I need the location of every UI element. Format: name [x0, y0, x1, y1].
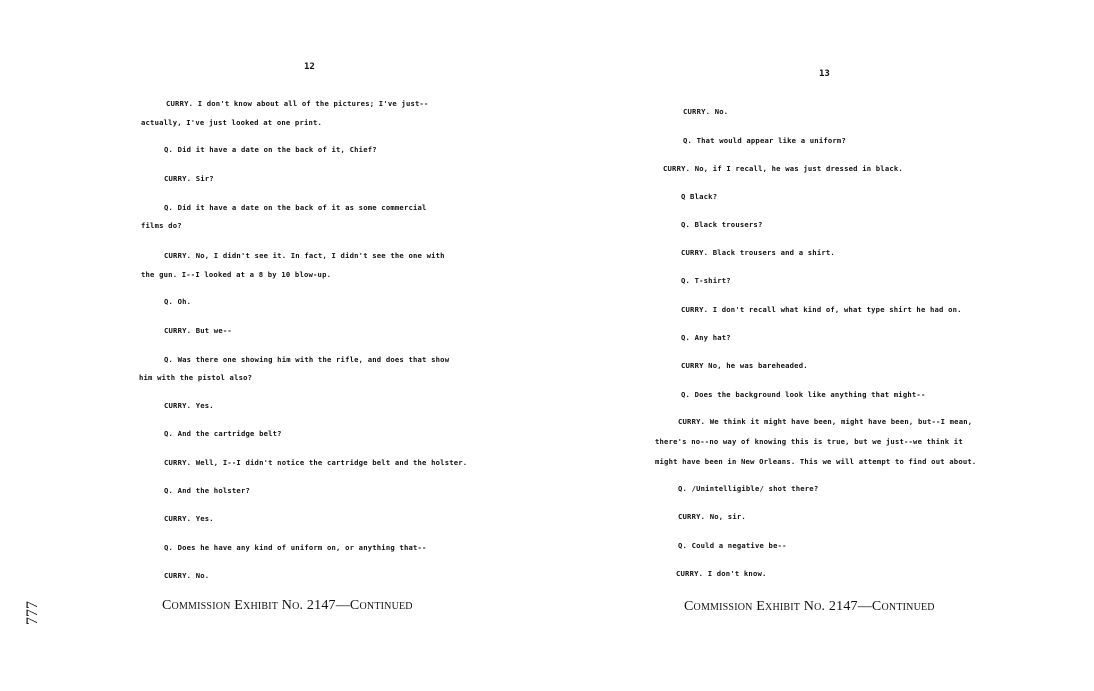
transcript-line: Q. Oh.	[164, 297, 192, 306]
page-number-right: 13	[819, 69, 830, 79]
transcript-line: Q. Does the background look like anything that might--	[681, 390, 926, 399]
transcript-line: CURRY. Yes.	[164, 514, 214, 523]
transcript-line: CURRY. Black trousers and a shirt.	[681, 248, 835, 257]
transcript-line: Q. /Unintelligible/ shot there?	[678, 484, 819, 493]
transcript-line: there's no--no way of knowing this is true, but we just--we think it	[655, 437, 963, 446]
transcript-line: CURRY. No, if I recall, he was just dressed in black.	[663, 164, 903, 173]
transcript-line: CURRY. No, I didn't see it. In fact, I didn't see the one with	[164, 251, 445, 260]
transcript-line: CURRY. Sir?	[164, 174, 214, 183]
transcript-line: Q. Any hat?	[681, 333, 731, 342]
transcript-line: CURRY. No.	[164, 571, 210, 580]
transcript-line: CURRY. I don't recall what kind of, what type shirt he had on.	[681, 305, 962, 314]
transcript-line: Q. Could a negative be--	[678, 541, 787, 550]
transcript-line: films do?	[141, 221, 182, 230]
transcript-line: CURRY. I don't know about all of the pictures; I've just--	[166, 99, 429, 108]
transcript-line: Q. T-shirt?	[681, 276, 731, 285]
transcript-line: CURRY. Well, I--I didn't notice the cartridge belt and the holster.	[164, 458, 468, 467]
transcript-line: Q. That would appear like a uniform?	[683, 136, 846, 145]
transcript-line: actually, I've just looked at one print.	[141, 118, 323, 127]
exhibit-caption-right: Commission Exhibit No. 2147—Continued	[684, 599, 935, 614]
transcript-line: Q. Black trousers?	[681, 220, 763, 229]
transcript-line: CURRY. No, sir.	[678, 512, 746, 521]
transcript-line: CURRY. We think it might have been, might have been, but--I mean,	[678, 417, 973, 426]
transcript-line: him with the pistol also?	[139, 373, 253, 382]
exhibit-caption-left: Commission Exhibit No. 2147—Continued	[162, 598, 413, 613]
transcript-line: Q Black?	[681, 192, 718, 201]
transcript-line: Q. Did it have a date on the back of it as some commercial	[164, 203, 427, 212]
transcript-line: CURRY. I don't know.	[676, 569, 767, 578]
transcript-line: CURRY. No.	[683, 107, 729, 116]
transcript-line: Q. And the holster?	[164, 486, 251, 495]
transcript-line: Q. Did it have a date on the back of it, Chief?	[164, 145, 377, 154]
transcript-line: Q. Was there one showing him with the rifle, and does that show	[164, 355, 450, 364]
transcript-line: the gun. I--I looked at a 8 by 10 blow-up.	[141, 270, 332, 279]
page-number-left: 12	[304, 62, 315, 72]
transcript-line: CURRY No, he was bareheaded.	[681, 361, 808, 370]
transcript-line: CURRY. Yes.	[164, 401, 214, 410]
transcript-line: might have been in New Orleans. This we will attempt to find out about.	[655, 457, 977, 466]
transcript-line: CURRY. But we--	[164, 326, 232, 335]
transcript-line: Q. And the cartridge belt?	[164, 429, 282, 438]
side-page-number: 777	[24, 601, 41, 625]
transcript-line: Q. Does he have any kind of uniform on, or anything that--	[164, 543, 427, 552]
